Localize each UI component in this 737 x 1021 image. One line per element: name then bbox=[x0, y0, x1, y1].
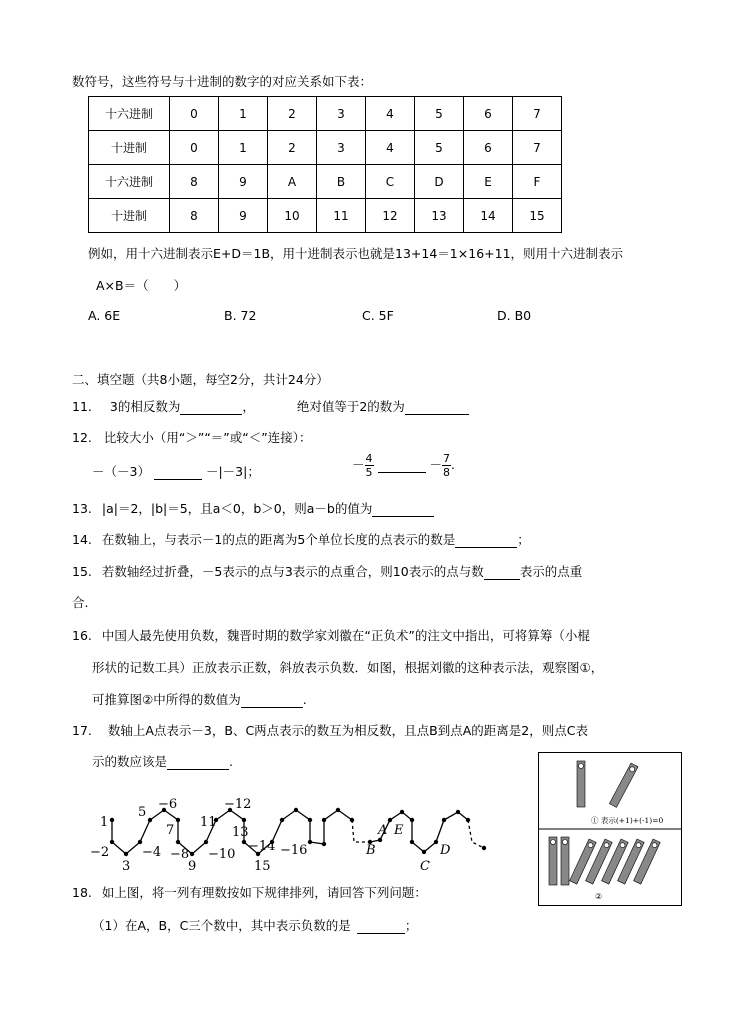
zig-label-D: D bbox=[440, 843, 451, 858]
zig-label-A: A bbox=[378, 823, 388, 838]
zigzag-solid-2 bbox=[310, 810, 352, 844]
intro-text: 数符号，这些符号与十进制的数字的对应关系如下表： bbox=[72, 74, 373, 89]
figure-caption-2: ② bbox=[595, 892, 603, 901]
zigzag-dashed-2 bbox=[468, 820, 484, 848]
q12-denominator-2: 8 bbox=[443, 466, 451, 479]
table-row bbox=[89, 165, 562, 199]
q11-blank-2[interactable] bbox=[405, 399, 469, 415]
table-cell: 0 bbox=[170, 131, 219, 165]
table-cell: 2 bbox=[268, 131, 317, 165]
q14 bbox=[72, 530, 530, 548]
q14-text: 在数轴上，与表示－1的点的距离为5个单位长度的点表示的数是 bbox=[101, 532, 456, 547]
q11-blank-1[interactable] bbox=[180, 399, 242, 415]
q12-left-b: －|－3|； bbox=[205, 464, 260, 479]
zig-label-4: −4 bbox=[142, 845, 162, 860]
q10-option-d[interactable]: D. B0 bbox=[497, 308, 532, 323]
table-cell: 9 bbox=[219, 165, 268, 199]
zig-label-14: −14 bbox=[248, 839, 276, 854]
table-cell: 0 bbox=[170, 97, 219, 131]
q17-line1-wrap bbox=[72, 721, 588, 739]
q12-text: 比较大小（用“＞”“＝”或“＜”连接）： bbox=[103, 430, 312, 445]
q12-fraction-2 bbox=[442, 452, 451, 479]
q17-blank[interactable] bbox=[167, 754, 229, 770]
zigzag-dashed-1 bbox=[352, 820, 370, 842]
q18-sub1 bbox=[92, 916, 417, 934]
zig-label-6: −6 bbox=[158, 797, 178, 812]
q18-number: 18. bbox=[72, 885, 92, 900]
q15-line2: 合. bbox=[72, 595, 89, 610]
q11-part-a: 3的相反数为 bbox=[109, 399, 181, 414]
zig-label-C: C bbox=[420, 859, 430, 874]
table-cell: 5 bbox=[415, 97, 464, 131]
q16-line1: 中国人最先使用负数，魏晋时期的数学家刘徽在“正负术”的注文中指出，可将算筹（小棍 bbox=[101, 628, 590, 643]
zig-label-3: 3 bbox=[122, 859, 131, 874]
section-heading: 二、填空题（共8小题，每空2分，共计24分） bbox=[72, 372, 329, 387]
table-cell: 8 bbox=[170, 165, 219, 199]
table-cell: 3 bbox=[317, 97, 366, 131]
q18-sub1-text: （1）在A，B，C三个数中，其中表示负数的是 bbox=[92, 918, 351, 933]
table-cell: 3 bbox=[317, 131, 366, 165]
zig-label-11: 11 bbox=[200, 815, 217, 830]
table-cell: 14 bbox=[464, 199, 513, 233]
zigzag-figure bbox=[84, 790, 494, 880]
zig-label-5: 5 bbox=[138, 805, 147, 820]
table-cell: 15 bbox=[513, 199, 562, 233]
zig-label-7: 7 bbox=[166, 823, 175, 838]
hex-decimal-table bbox=[88, 96, 562, 233]
table-row bbox=[89, 131, 562, 165]
table-cell: A bbox=[268, 165, 317, 199]
q10-line2: A×B＝（ ） bbox=[96, 278, 187, 293]
q15-text: 若数轴经过折叠，－5表示的点与3表示的点重合，则10表示的点与数 bbox=[101, 564, 484, 579]
q13-number: 13. bbox=[72, 501, 92, 516]
q16-number: 16. bbox=[72, 628, 92, 643]
q16-line3 bbox=[92, 690, 307, 708]
table-cell: 9 bbox=[219, 199, 268, 233]
table-cell: B bbox=[317, 165, 366, 199]
q16-line2: 形状的记数工具）正放表示正数，斜放表示负数．如图，根据刘徽的这种表示法，观察图①， bbox=[92, 660, 604, 675]
table-cell: 6 bbox=[464, 97, 513, 131]
table-cell: 5 bbox=[415, 131, 464, 165]
q12-blank-1[interactable] bbox=[154, 464, 202, 480]
q17-end: . bbox=[229, 754, 233, 769]
q16-line1-wrap bbox=[72, 626, 590, 644]
q12-numerator-1: 4 bbox=[365, 452, 373, 465]
zig-label-13: 13 bbox=[232, 825, 249, 840]
q12-compare-2 bbox=[352, 452, 455, 479]
table-cell: 4 bbox=[366, 97, 415, 131]
table-cell: F bbox=[513, 165, 562, 199]
q13-blank[interactable] bbox=[372, 501, 434, 517]
q17-number: 17. bbox=[72, 723, 92, 738]
table-cell: D bbox=[415, 165, 464, 199]
zig-label-B: B bbox=[366, 843, 376, 858]
table-cell: 11 bbox=[317, 199, 366, 233]
table-row-label: 十进制 bbox=[89, 131, 170, 165]
table-cell: 1 bbox=[219, 131, 268, 165]
q18 bbox=[72, 883, 427, 901]
q18-text: 如上图，将一列有理数按如下规律排列，请回答下列问题： bbox=[101, 885, 427, 900]
q12-denominator-1: 5 bbox=[365, 466, 373, 479]
q10-option-a[interactable]: A. 6E bbox=[88, 308, 121, 323]
table-cell: 6 bbox=[464, 131, 513, 165]
q15-blank[interactable] bbox=[484, 564, 520, 580]
table-cell: 2 bbox=[268, 97, 317, 131]
q17-line2 bbox=[92, 752, 233, 770]
q15 bbox=[72, 562, 582, 580]
table-cell: E bbox=[464, 165, 513, 199]
q15-end: 表示的点重 bbox=[519, 564, 583, 579]
counting-rods-svg bbox=[539, 753, 681, 905]
q12-blank-2[interactable] bbox=[378, 457, 426, 473]
table-row-label: 十六进制 bbox=[89, 97, 170, 131]
counting-rods-figure bbox=[538, 752, 682, 906]
table-cell: 1 bbox=[219, 97, 268, 131]
q12-period: . bbox=[451, 457, 456, 472]
figure-caption-1: ① 表示(+1)+(-1)=0 bbox=[591, 816, 664, 825]
table-row bbox=[89, 97, 562, 131]
q11-part-c: 绝对值等于2的数为 bbox=[296, 399, 405, 414]
q16-blank[interactable] bbox=[241, 692, 303, 708]
table-row-label: 十六进制 bbox=[89, 165, 170, 199]
q10-line1: 例如，用十六进制表示E+D＝1B，用十进制表示也就是13+14＝1×16+11，则用十六进制表示 bbox=[88, 246, 624, 261]
q12-neg-1: － bbox=[352, 457, 365, 472]
q16-end: . bbox=[302, 692, 307, 707]
table-row-label: 十进制 bbox=[89, 199, 170, 233]
q14-blank[interactable] bbox=[455, 532, 517, 548]
q14-number: 14. bbox=[72, 532, 92, 547]
table-cell: 12 bbox=[366, 199, 415, 233]
table-cell: 7 bbox=[513, 97, 562, 131]
q12-left-a: －（－3） bbox=[92, 464, 150, 479]
q12-prompt bbox=[72, 428, 311, 446]
zig-label-10: −10 bbox=[208, 847, 236, 862]
q17-line2-text: 示的数应该是 bbox=[92, 754, 168, 769]
q11 bbox=[72, 397, 469, 415]
q10-option-c[interactable]: C. 5F bbox=[362, 308, 394, 323]
table-row bbox=[89, 199, 562, 233]
q17-line1: 数轴上A点表示－3，B、C两点表示的数互为相反数，且点B到点A的距离是2，则点C表 bbox=[107, 723, 588, 738]
q15-number: 15. bbox=[72, 564, 92, 579]
q18-blank-1[interactable] bbox=[357, 918, 405, 934]
q12-neg-2: － bbox=[429, 457, 443, 472]
q12-fraction-1 bbox=[365, 452, 374, 479]
q12-number: 12. bbox=[72, 430, 92, 445]
q11-comma: ， bbox=[242, 399, 255, 414]
zig-label-9: 9 bbox=[188, 859, 197, 874]
zig-label-2: −2 bbox=[90, 845, 110, 860]
zig-label-E: E bbox=[394, 823, 404, 838]
table-cell: 7 bbox=[513, 131, 562, 165]
q12-compare-1 bbox=[92, 462, 260, 480]
q14-end: ； bbox=[517, 532, 530, 547]
q16-line3-text: 可推算图②中所得的数值为 bbox=[92, 692, 241, 707]
zig-label-1: 1 bbox=[100, 815, 109, 830]
zig-label-15: 15 bbox=[254, 859, 271, 874]
table-cell: C bbox=[366, 165, 415, 199]
table-cell: 4 bbox=[366, 131, 415, 165]
q11-number: 11. bbox=[72, 399, 92, 414]
q13-text: |a|＝2，|b|＝5，且a＜0，b＞0，则a－b的值为 bbox=[101, 501, 373, 516]
q12-numerator-2: 7 bbox=[443, 452, 451, 465]
table-cell: 8 bbox=[170, 199, 219, 233]
table-cell: 10 bbox=[268, 199, 317, 233]
q13 bbox=[72, 499, 434, 517]
table-cell: 13 bbox=[415, 199, 464, 233]
zig-label-12: −12 bbox=[224, 797, 252, 812]
zig-label-8: −8 bbox=[170, 847, 190, 862]
zig-label-16: −16 bbox=[280, 843, 308, 858]
q18-end1: ； bbox=[404, 918, 418, 933]
q10-option-b[interactable]: B. 72 bbox=[224, 308, 257, 323]
